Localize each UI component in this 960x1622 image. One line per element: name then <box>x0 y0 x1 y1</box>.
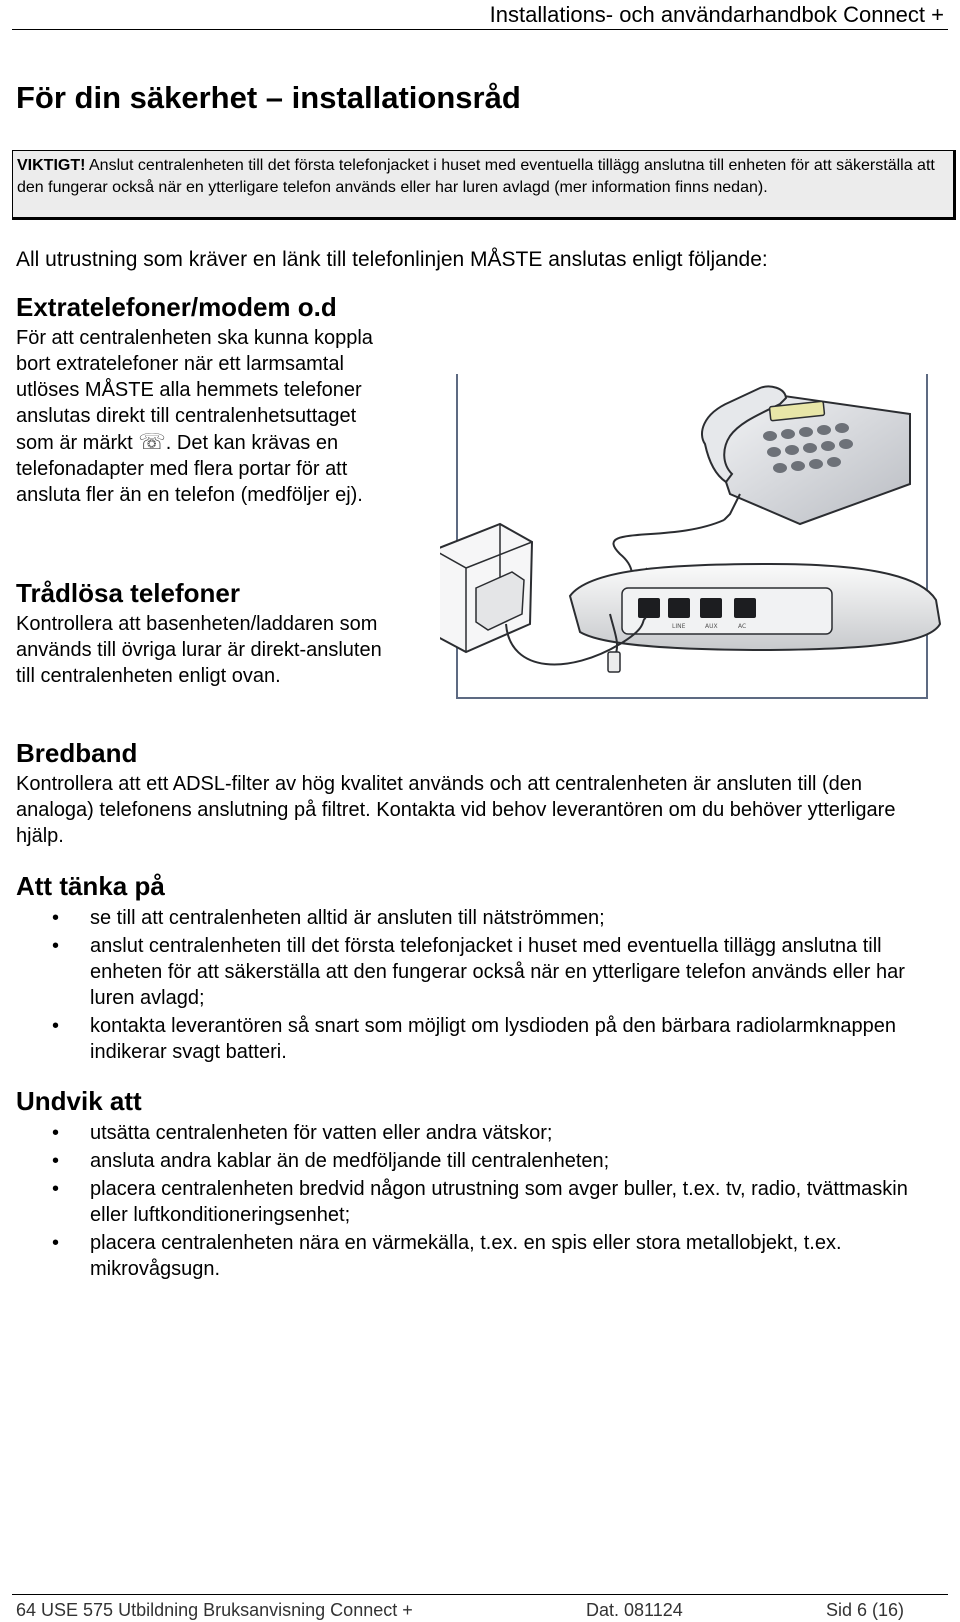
list-item <box>16 933 921 1011</box>
list-item <box>16 1148 921 1174</box>
extra-phones-text-after: . Det kan krävas en telefonadapter med flera portar för att ansluta fler än en telefon (medföljer ej). <box>16 432 363 506</box>
base-unit-icon <box>570 564 940 650</box>
port-label-ac: AC <box>738 623 747 630</box>
power-adapter-icon <box>440 524 532 652</box>
bullet: • <box>52 1178 60 1200</box>
port-label-aux: AUX <box>705 623 718 630</box>
warning-lead: VIKTIGT! <box>17 157 86 174</box>
footer-page: Sid 6 (16) <box>825 1600 904 1620</box>
bullet: • <box>52 935 60 957</box>
warning-box <box>12 150 956 220</box>
extra-phones-text <box>16 325 391 508</box>
connection-illustration <box>440 374 946 720</box>
list-item <box>16 905 921 931</box>
list-item-text: placera centralenheten bredvid någon utrustning som avger buller, t.ex. tv, radio, tvättmaskin eller luftkonditioneringsenhet; <box>90 1178 908 1226</box>
list-item-text: utsätta centralenheten för vatten eller andra vätskor; <box>90 1122 553 1144</box>
heading-avoid: Undvik att <box>16 1086 142 1116</box>
list-item-text: kontakta leverantören så snart som möjligt om lysdioden på den bärbara radiolarmknappen indikerar svagt batteri. <box>90 1015 897 1063</box>
bullet: • <box>52 1150 60 1172</box>
footer-doc: 64 USE 575 Utbildning Bruksanvisning Connect + <box>16 1600 413 1620</box>
list-item <box>16 1120 921 1146</box>
heading-extra-phones: Extratelefoner/modem o.d <box>16 292 337 322</box>
page-footer <box>12 1594 948 1622</box>
bullet: • <box>52 1015 60 1037</box>
port-label-line: LINE <box>672 623 686 630</box>
avoid-list <box>16 1120 921 1284</box>
list-item-text: anslut centralenheten till det första telefonjacket i huset med eventuella tillägg anslutna till enheten för att säkerställa att den fungerar också när en ytterligare telefon används eller har luren avlagd; <box>90 935 905 1009</box>
phone-jack-icon: ☏ <box>138 429 166 454</box>
footer-date: Dat. 081124 <box>586 1600 683 1620</box>
bullet: • <box>52 907 60 929</box>
list-item <box>16 1230 921 1282</box>
wireless-phones-text: Kontrollera att basenheten/laddaren som används till övriga lurar är direkt-ansluten till centralenheten enligt ovan. <box>16 613 382 687</box>
heading-wireless-phones: Trådlösa telefoner <box>16 578 240 608</box>
list-item-text: se till att centralenheten alltid är ansluten till nätströmmen; <box>90 907 605 929</box>
warning-text: Anslut centralenheten till det första telefonjacket i huset med eventuella tillägg anslutna till enheten för att säkerställa att den fungerar också när en ytterligare telefon används eller har luren avlagd (mer information finns nedan). <box>17 157 935 196</box>
header-title: Installations- och användarhandbok Connect + <box>489 2 944 27</box>
list-item-text: ansluta andra kablar än de medföljande till centralenheten; <box>90 1150 610 1172</box>
list-item-text: placera centralenheten nära en värmekälla, t.ex. en spis eller stora metallobjekt, t.ex. mikrovågsugn. <box>90 1232 842 1280</box>
remember-list <box>16 905 921 1067</box>
heading-broadband: Bredband <box>16 738 138 768</box>
page-title: För din säkerhet – installationsråd <box>16 80 521 115</box>
heading-remember: Att tänka på <box>16 871 165 901</box>
bullet: • <box>52 1232 60 1254</box>
bullet: • <box>52 1122 60 1144</box>
intro-text: All utrustning som kräver en länk till telefonlinjen MÅSTE anslutas enligt följande: <box>16 248 768 271</box>
list-item <box>16 1176 921 1228</box>
broadband-text: Kontrollera att ett ADSL-filter av hög kvalitet används och att centralenheten är ansluten till (den analoga) telefonens anslutning på filtret. Kontakta vid behov leverantören om du behöver ytterligare hjälp. <box>16 773 896 847</box>
telephone-icon <box>702 386 910 524</box>
extra-phones-text-before: För att centralenheten ska kunna koppla bort extratelefoner när ett larmsamtal utlöses MÅSTE alla hemmets telefoner anslutas direkt till centralenhetsuttaget som är märkt <box>16 327 373 454</box>
list-item <box>16 1013 921 1065</box>
page-header <box>12 0 948 30</box>
